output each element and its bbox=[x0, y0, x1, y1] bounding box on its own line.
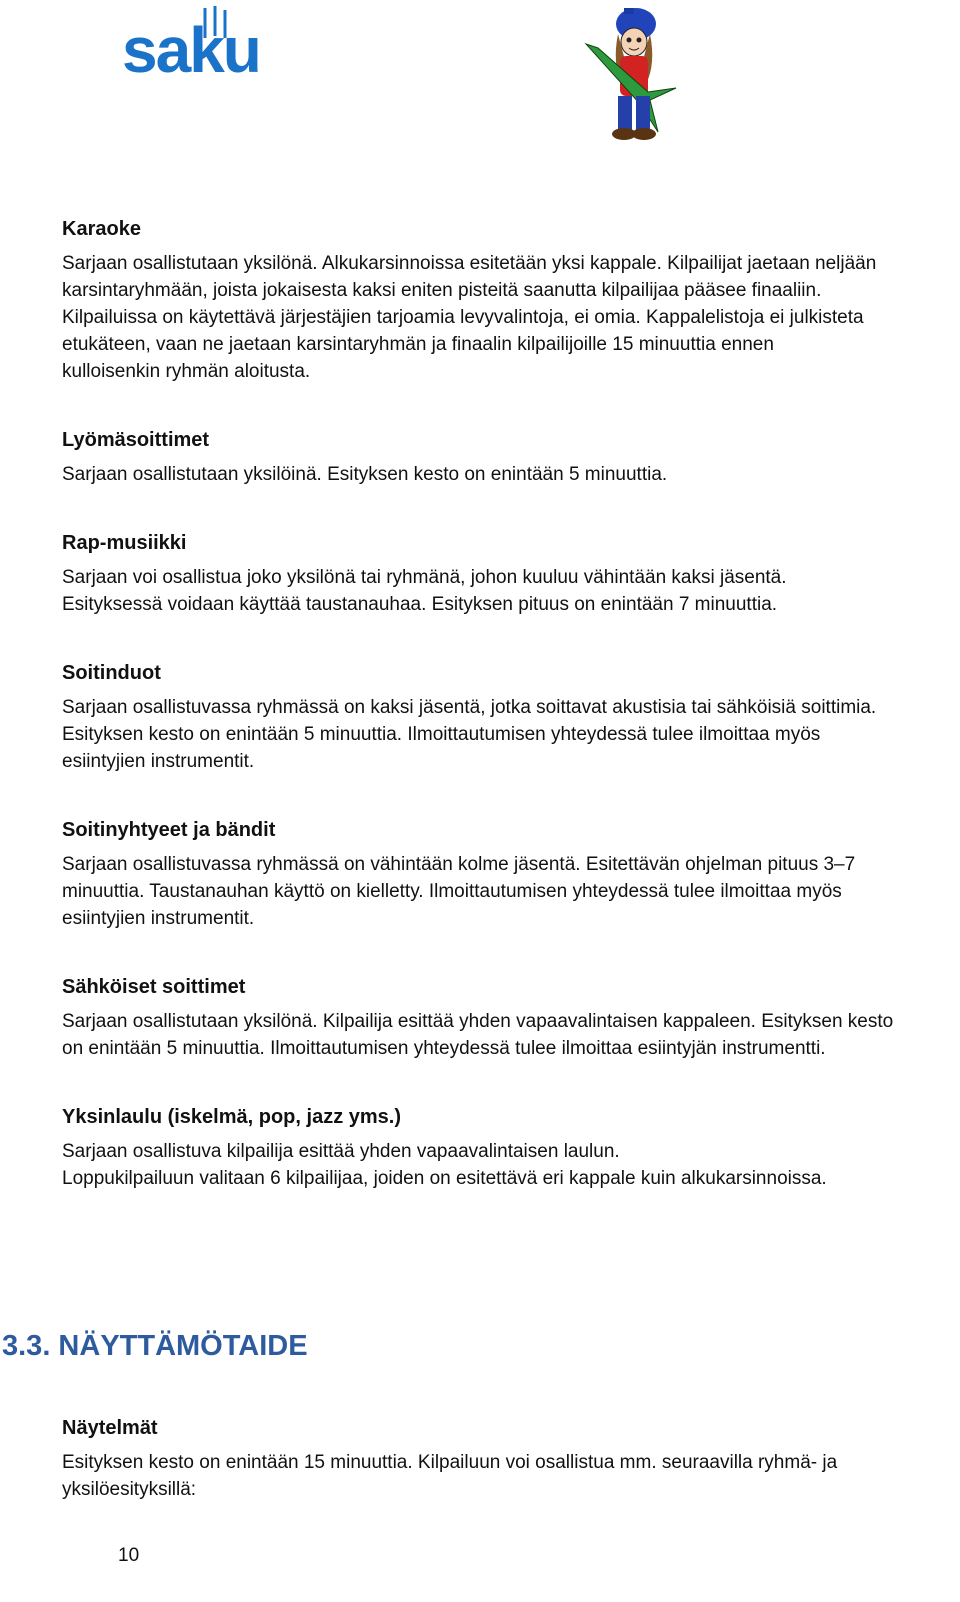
logo-text: saku bbox=[122, 14, 260, 84]
section-yksinlaulu bbox=[62, 1102, 947, 1192]
section-text: Sarjaan osallistuva kilpailija esittää yhden vapaavalintaisen laulun. Loppukilpailuun valitaan 6 kilpailijaa, joiden on esitettävä eri kappale kuin alkukarsinnoissa. bbox=[62, 1141, 827, 1189]
theatre-categories bbox=[62, 1413, 947, 1543]
section-text: Sarjaan voi osallistua joko yksilönä tai ryhmänä, johon kuuluu vähintään kaksi jäsentä. Esityksessä voidaan käyttää taustanauhaa. Esityksen pituus on enintään 7 minuuttia. bbox=[62, 567, 787, 615]
saku-logo bbox=[120, 4, 295, 84]
section-text: Esityksen kesto on enintään 15 minuuttia. Kilpailuun voi osallistua mm. seuraavilla ryhmä- ja yksilöesityksillä: bbox=[62, 1452, 838, 1500]
section-karaoke bbox=[62, 214, 947, 385]
section-title: Näytelmät bbox=[62, 1417, 158, 1439]
section-text: Sarjaan osallistutaan yksilöinä. Esityksen kesto on enintään 5 minuuttia. bbox=[62, 464, 668, 485]
section-title: Soitinyhtyeet ja bändit bbox=[62, 819, 276, 841]
section-sahkoiset-soittimet bbox=[62, 972, 947, 1062]
section-title: Karaoke bbox=[62, 218, 141, 240]
section-soitinyhtyeet bbox=[62, 815, 947, 932]
section-text: Sarjaan osallistutaan yksilönä. Alkukarsinnoissa esitetään yksi kappale. Kilpailijat jaetaan neljään karsintaryhmään, joista jokaisesta kaksi eniten pisteitä saanutta kilpailijaa pääsee finaaliin. Kilpailuissa on käytettävä järjestäjien tarjoamia levyvalintoja, ei omia. Kappalelistoja ei julkisteta etukäteen, vaan ne jaetaan karsintaryhmän ja finaalin kilpailijoille 15 minuuttia ennen kulloisenkin ryhmän aloitusta. bbox=[62, 253, 877, 382]
section-title: Soitinduot bbox=[62, 662, 161, 684]
music-categories bbox=[62, 214, 947, 1232]
chapter-heading: 3.3. NÄYTTÄMÖTAIDE bbox=[2, 1330, 308, 1362]
section-title: Sähköiset soittimet bbox=[62, 976, 246, 998]
section-naytelmat bbox=[62, 1413, 947, 1503]
section-lyomasoittimet bbox=[62, 425, 947, 488]
section-text: Sarjaan osallistuvassa ryhmässä on kaksi jäsentä, jotka soittavat akustisia tai sähköisiä soittimia. Esityksen kesto on enintään 5 minuuttia. Ilmoittautumisen yhteydessä tulee ilmoittaa myös esiintyjien instrumentit. bbox=[62, 697, 877, 772]
section-soitinduot bbox=[62, 658, 947, 775]
section-text: Sarjaan osallistutaan yksilönä. Kilpailija esittää yhden vapaavalintaisen kappaleen. Esityksen kesto on enintään 5 minuuttia. Ilmoittautumisen yhteydessä tulee ilmoittaa esiintyjän instrumentti. bbox=[62, 1011, 894, 1059]
section-text: Sarjaan osallistuvassa ryhmässä on vähintään kolme jäsentä. Esitettävän ohjelman pituus 3–7 minuuttia. Taustanauhan käyttö on kielletty. Ilmoittautumisen yhteydessä tulee ilmoittaa myös esiintyjien instrumentit. bbox=[62, 854, 856, 929]
mascot-illustration bbox=[578, 4, 688, 144]
section-title: Lyömäsoittimet bbox=[62, 429, 210, 451]
page-number: 10 bbox=[118, 1545, 140, 1566]
section-rap-musiikki bbox=[62, 528, 947, 618]
section-title: Rap-musiikki bbox=[62, 532, 187, 554]
section-title: Yksinlaulu (iskelmä, pop, jazz yms.) bbox=[62, 1106, 401, 1128]
